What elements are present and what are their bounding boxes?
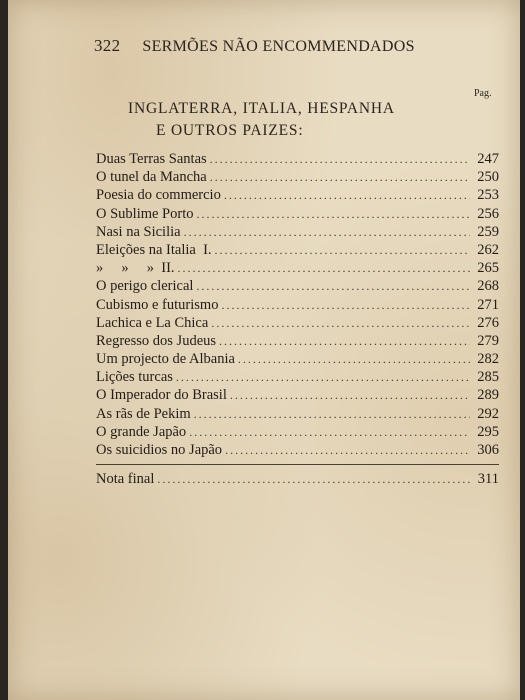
dot-leader bbox=[196, 207, 470, 222]
entry-page: 276 bbox=[477, 314, 499, 331]
toc-entries bbox=[96, 151, 499, 460]
toc-entry bbox=[96, 297, 499, 315]
entry-page: 306 bbox=[477, 442, 499, 458]
entry-title: Um projecto de Albania bbox=[96, 351, 235, 368]
entry-page: 259 bbox=[477, 223, 499, 240]
dot-leader bbox=[178, 261, 470, 276]
dot-leader bbox=[210, 152, 470, 167]
entry-title: Regresso dos Judeus bbox=[96, 332, 217, 349]
dot-leader bbox=[230, 388, 470, 403]
entry-page: 279 bbox=[477, 332, 499, 349]
entry-title: » » » II. bbox=[96, 260, 175, 277]
entry-page: 265 bbox=[477, 260, 499, 277]
entry-page: 282 bbox=[477, 351, 499, 368]
dot-leader bbox=[194, 407, 470, 422]
entry-title: O perigo clerical bbox=[96, 278, 194, 295]
toc-entry bbox=[96, 369, 499, 387]
toc-entry bbox=[96, 242, 499, 260]
toc-entry bbox=[96, 315, 499, 333]
dot-leader bbox=[210, 170, 470, 185]
entry-page: 262 bbox=[477, 241, 499, 258]
toc-entry bbox=[96, 278, 499, 296]
entry-title: Eleições na Italia I. bbox=[96, 241, 212, 258]
dot-leader bbox=[215, 243, 470, 258]
entry-page: 295 bbox=[477, 423, 499, 440]
dot-leader bbox=[219, 334, 470, 349]
dot-leader bbox=[221, 298, 470, 313]
entry-title: As rãs de Pekim bbox=[96, 405, 191, 422]
dot-leader bbox=[157, 472, 470, 487]
page-number: 322 bbox=[94, 36, 121, 55]
toc-entry bbox=[96, 206, 499, 224]
dot-leader bbox=[225, 443, 470, 458]
running-title: SERMÕES NÃO ENCOMMENDADOS bbox=[142, 38, 415, 55]
toc-final bbox=[96, 471, 499, 491]
entry-title: Os suicidios no Japão bbox=[96, 442, 223, 458]
entry-page: 271 bbox=[477, 296, 499, 313]
dot-leader bbox=[196, 279, 470, 294]
toc-entry bbox=[96, 169, 499, 187]
entry-title: Lachica e La Chica bbox=[96, 314, 209, 331]
book-page bbox=[8, 0, 520, 700]
entry-title: Duas Terras Santas bbox=[96, 151, 207, 167]
entry-title: Cubismo e futurismo bbox=[96, 296, 219, 313]
section-title-line2: E OUTROS PAIZES: bbox=[156, 122, 304, 139]
entry-title: O grande Japão bbox=[96, 423, 187, 440]
toc-entry bbox=[96, 333, 499, 351]
dot-leader bbox=[184, 225, 470, 240]
dot-leader bbox=[176, 370, 470, 385]
entry-page: 250 bbox=[477, 169, 499, 186]
divider-rule bbox=[96, 464, 499, 465]
entry-title: O Sublime Porto bbox=[96, 205, 194, 222]
toc-entry bbox=[96, 424, 499, 442]
entry-title: Nota final bbox=[96, 471, 155, 488]
toc-entry bbox=[96, 187, 499, 205]
entry-title: O tunel da Mancha bbox=[96, 169, 207, 186]
toc-entry-final bbox=[96, 471, 499, 491]
entry-page: 253 bbox=[477, 187, 499, 204]
entry-title: O Imperador do Brasil bbox=[96, 387, 227, 404]
entry-title: Lições turcas bbox=[96, 369, 173, 386]
toc-entry bbox=[96, 260, 499, 278]
entry-page: 256 bbox=[477, 205, 499, 222]
entry-page: 311 bbox=[477, 471, 499, 488]
toc-entry bbox=[96, 224, 499, 242]
table-of-contents bbox=[96, 151, 499, 491]
toc-entry bbox=[96, 151, 499, 169]
toc-entry bbox=[96, 406, 499, 424]
section-title-line1: INGLATERRA, ITALIA, HESPANHA bbox=[128, 100, 395, 117]
entry-page: 268 bbox=[477, 278, 499, 295]
dot-leader bbox=[224, 188, 470, 203]
dot-leader bbox=[189, 425, 470, 440]
entry-title: Nasi na Sicilia bbox=[96, 223, 181, 240]
toc-entry bbox=[96, 387, 499, 405]
entry-page: 292 bbox=[477, 405, 499, 422]
dot-leader bbox=[211, 316, 470, 331]
entry-page: 285 bbox=[477, 369, 499, 386]
dot-leader bbox=[238, 352, 470, 367]
pag-column-label: Pag. bbox=[474, 88, 492, 99]
toc-entry bbox=[96, 351, 499, 369]
section-title bbox=[128, 98, 408, 142]
entry-page: 247 bbox=[477, 151, 499, 167]
toc-entry bbox=[96, 442, 499, 460]
running-header bbox=[94, 36, 434, 56]
entry-page: 289 bbox=[477, 387, 499, 404]
entry-title: Poesia do commercio bbox=[96, 187, 221, 204]
